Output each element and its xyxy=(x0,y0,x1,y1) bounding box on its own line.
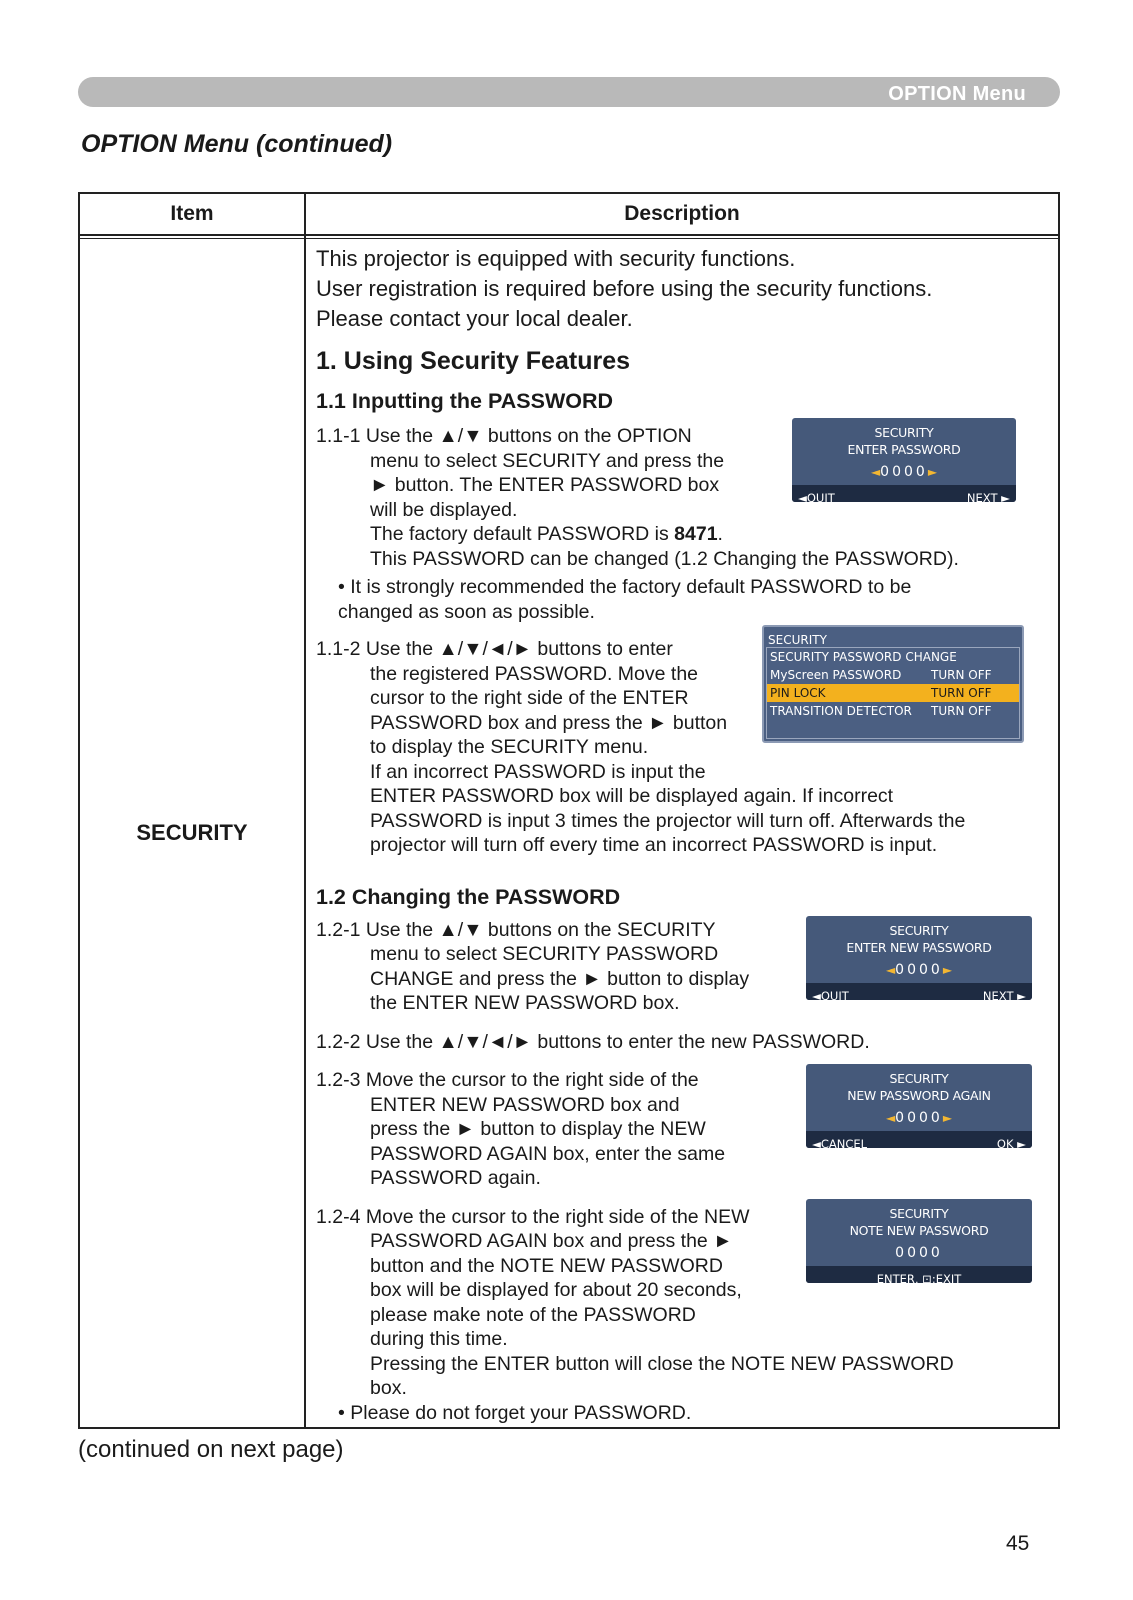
header-separator-double xyxy=(80,238,1058,239)
step-text: to display the SECURITY menu. xyxy=(370,736,649,758)
chevron-right-icon: ► xyxy=(927,465,938,479)
section-label: OPTION Menu xyxy=(888,83,1026,105)
osd-enter-new-password xyxy=(806,916,1032,1003)
step-text: PASSWORD is input 3 times the projector will turn off. Afterwards the xyxy=(370,809,966,832)
step-text: Use the ▲/▼ buttons on the SECURITY xyxy=(365,918,716,941)
osd-subtitle: NEW PASSWORD AGAIN xyxy=(847,1088,991,1103)
osd-enter-password xyxy=(792,418,1016,505)
step-1-2-4 xyxy=(316,1205,1046,1401)
step-text: PASSWORD AGAIN box, enter the same xyxy=(370,1142,726,1165)
osd-ok-label: OK ► xyxy=(996,1137,1026,1151)
column-divider xyxy=(304,194,306,1427)
page-title: OPTION Menu (continued) xyxy=(81,130,393,158)
osd-title: SECURITY xyxy=(889,1205,949,1221)
step-1-1-1 xyxy=(316,424,1046,571)
step-text: Use the ▲/▼/◄/► buttons to enter xyxy=(365,638,673,660)
step-text: . xyxy=(717,523,723,545)
step-number: 1.1-1 xyxy=(316,425,361,447)
osd-menu-row-selected: PIN LOCK TURN OFF xyxy=(767,684,1019,702)
osd-exit-label: ENTER, ⊡:EXIT xyxy=(876,1271,962,1286)
chevron-left-icon: ◄ xyxy=(885,1111,896,1125)
osd-quit-label: ◄QUIT xyxy=(812,988,849,1003)
section-heading: 1. Using Security Features xyxy=(316,347,631,375)
chevron-left-icon: ◄ xyxy=(870,465,881,479)
step-text: ENTER NEW PASSWORD box and xyxy=(370,1093,680,1116)
step-text: button and the NOTE NEW PASSWORD xyxy=(370,1254,723,1277)
step-number: 1.2-1 xyxy=(316,918,361,941)
step-text: the ENTER NEW PASSWORD box. xyxy=(370,992,680,1014)
osd-new-password-again xyxy=(806,1064,1032,1151)
chevron-right-icon: ► xyxy=(942,962,953,977)
osd-subtitle: NOTE NEW PASSWORD xyxy=(849,1222,989,1238)
step-number: 1.1-2 xyxy=(316,638,361,660)
note-line: changed as soon as possible. xyxy=(338,600,595,623)
step-text: Move the cursor to the right side of the xyxy=(365,1069,699,1091)
step-text: box. xyxy=(370,1377,407,1399)
column-header-item: Item xyxy=(170,202,214,225)
step-text: projector will turn off every time an incorrect PASSWORD is input. xyxy=(370,834,938,856)
step-text: Use the ▲/▼/◄/► buttons to enter the new PASSWORD. xyxy=(365,1030,870,1053)
osd-quit-label: ◄QUIT xyxy=(798,491,835,505)
step-text: If an incorrect PASSWORD is input the xyxy=(370,760,706,783)
osd-title: SECURITY xyxy=(874,425,934,440)
osd-password-digits: ◄0000► xyxy=(885,1110,953,1126)
step-text: Use the ▲/▼ buttons on the OPTION xyxy=(365,425,692,447)
intro-line: Please contact your local dealer. xyxy=(316,306,633,331)
step-number: 1.2-2 xyxy=(316,1030,361,1053)
step-text: Move the cursor to the right side of the NEW xyxy=(365,1205,750,1228)
note-line: • It is strongly recommended the factory default PASSWORD to be xyxy=(338,576,912,598)
osd-subtitle: ENTER PASSWORD xyxy=(847,442,961,457)
step-number: 1.2-3 xyxy=(316,1069,361,1091)
chevron-right-icon: ► xyxy=(942,1111,953,1125)
step-number: 1.2-4 xyxy=(316,1205,361,1228)
osd-footer xyxy=(806,1266,1032,1286)
osd-security-menu xyxy=(762,625,1024,743)
step-text: press the ► button to display the NEW xyxy=(370,1118,706,1140)
step-text: please make note of the PASSWORD xyxy=(370,1303,696,1326)
osd-next-label: NEXT ► xyxy=(966,491,1010,505)
osd-menu-row: MyScreen PASSWORD TURN OFF xyxy=(770,668,992,682)
step-text: CHANGE and press the ► button to display xyxy=(370,967,750,990)
osd-menu-title: SECURITY xyxy=(768,633,827,647)
header-bar xyxy=(78,77,1060,107)
osd-note-new-password xyxy=(806,1199,1032,1286)
subsection-heading-1-2: 1.2 Changing the PASSWORD xyxy=(316,884,621,909)
osd-title: SECURITY xyxy=(889,1071,949,1086)
step-text: ENTER PASSWORD box will be displayed again. If incorrect xyxy=(370,785,894,807)
step-text: the registered PASSWORD. Move the xyxy=(370,662,699,685)
header-separator xyxy=(80,234,1058,236)
step-text: during this time. xyxy=(370,1328,508,1350)
column-header-description: Description xyxy=(624,202,740,225)
step-1-2-3 xyxy=(316,1068,1046,1191)
step-text: PASSWORD AGAIN box and press the ► xyxy=(370,1230,733,1252)
chevron-left-icon: ◄ xyxy=(885,962,896,977)
osd-menu-row: SECURITY PASSWORD CHANGE xyxy=(770,650,957,664)
intro-line: User registration is required before using the security functions. xyxy=(316,276,933,301)
step-text: will be displayed. xyxy=(370,498,518,521)
osd-next-label: NEXT ► xyxy=(982,988,1026,1003)
osd-subtitle: ENTER NEW PASSWORD xyxy=(846,939,992,955)
osd-footer xyxy=(792,485,1016,505)
step-text: Pressing the ENTER button will close the NOTE NEW PASSWORD xyxy=(370,1352,954,1375)
step-1-2-1 xyxy=(316,918,1046,1016)
osd-footer xyxy=(806,983,1032,1003)
default-password: 8471 xyxy=(674,523,718,545)
osd-title: SECURITY xyxy=(889,922,949,938)
recommendation-note xyxy=(316,575,1046,624)
password-reminder: • Please do not forget your PASSWORD. xyxy=(338,1401,692,1424)
step-text: PASSWORD again. xyxy=(370,1167,541,1189)
step-text: PASSWORD box and press the ► button xyxy=(370,711,728,734)
continued-note: (continued on next page) xyxy=(78,1436,344,1463)
step-text: This PASSWORD can be changed (1.2 Changing the PASSWORD). xyxy=(370,547,959,570)
step-text: menu to select SECURITY PASSWORD xyxy=(370,943,719,965)
osd-menu-row: TRANSITION DETECTOR TURN OFF xyxy=(770,704,992,718)
step-1-1-2 xyxy=(316,633,1046,858)
description-cell xyxy=(316,244,1046,1425)
osd-password-digits: ◄0000► xyxy=(870,464,938,480)
step-1-2-2 xyxy=(316,1030,1046,1055)
step-text: box will be displayed for about 20 seconds, xyxy=(370,1279,742,1301)
step-text: cursor to the right side of the ENTER xyxy=(370,687,689,709)
step-text: The factory default PASSWORD is xyxy=(370,523,675,545)
osd-password-digits: 0000 xyxy=(895,1244,943,1261)
osd-footer xyxy=(806,1131,1032,1151)
osd-password-digits: ◄0000► xyxy=(885,961,953,978)
intro-line: This projector is equipped with security functions. xyxy=(316,246,796,271)
osd-menu-rows xyxy=(766,647,1020,739)
step-text: ► button. The ENTER PASSWORD box xyxy=(370,474,720,496)
item-security: SECURITY xyxy=(136,820,248,845)
subsection-heading-1-1: 1.1 Inputting the PASSWORD xyxy=(316,389,614,413)
step-text: menu to select SECURITY and press the xyxy=(370,449,725,472)
page-number: 45 xyxy=(1006,1532,1030,1555)
option-table xyxy=(78,192,1060,1429)
intro-text xyxy=(316,244,1046,334)
osd-cancel-label: ◄CANCEL xyxy=(812,1137,868,1151)
